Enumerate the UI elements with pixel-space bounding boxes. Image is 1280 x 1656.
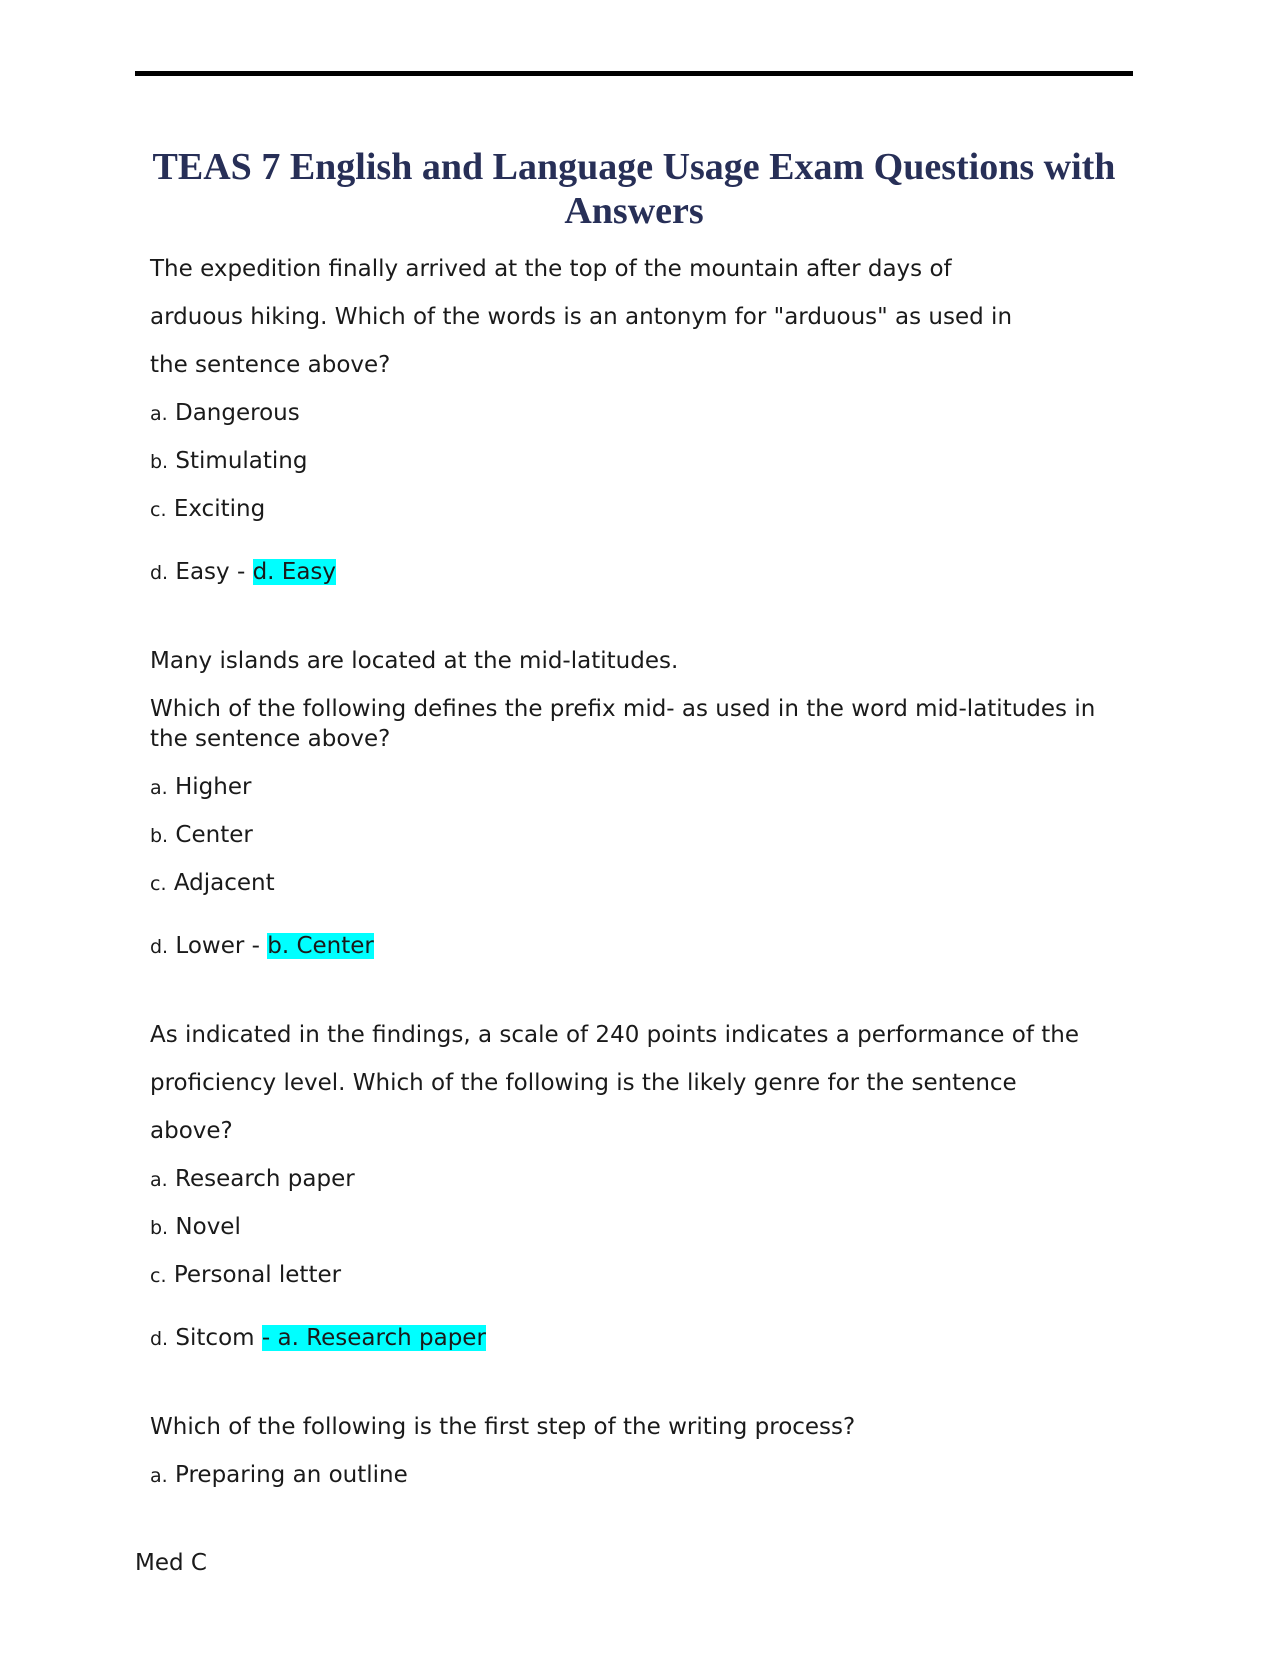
option-letter: d. xyxy=(150,936,169,958)
question-1-option-b xyxy=(150,446,307,477)
question-2-stem-line-2: Which of the following defines the prefix mid- as used in the word mid-latitudes in the sentence above? xyxy=(150,696,1096,752)
question-3-stem-line-1: As indicated in the findings, a scale of 240 points indicates a performance of the xyxy=(150,1022,1079,1048)
option-letter: a. xyxy=(150,1465,168,1487)
question-2-option-d xyxy=(150,931,374,962)
question-3-option-b xyxy=(150,1212,241,1243)
option-letter: b. xyxy=(150,1217,169,1239)
answer-highlight: b. Center xyxy=(267,933,374,959)
option-text: Exciting xyxy=(173,496,266,522)
question-1-stem-line-1: The expedition finally arrived at the top of the mountain after days of xyxy=(150,256,952,282)
option-letter: c. xyxy=(150,499,167,521)
option-letter: a. xyxy=(150,403,168,425)
option-letter: b. xyxy=(150,451,169,473)
page-title: TEAS 7 English and Language Usage Exam Questions with Answers xyxy=(152,146,1116,232)
option-text: Center xyxy=(175,822,253,848)
option-text: Sitcom xyxy=(175,1325,262,1351)
option-text: Easy - xyxy=(175,559,253,585)
option-letter: a. xyxy=(150,777,168,799)
question-2-stem-line-1: Many islands are located at the mid-latitudes. xyxy=(150,648,679,674)
question-2-option-a xyxy=(150,772,251,803)
option-text: Dangerous xyxy=(175,400,300,426)
option-text: Research paper xyxy=(175,1166,355,1192)
question-1-option-d xyxy=(150,557,336,588)
question-3-option-d xyxy=(150,1323,486,1354)
question-4-stem-line-1: Which of the following is the first step of the writing process? xyxy=(150,1414,856,1440)
option-letter: b. xyxy=(150,825,169,847)
option-letter: a. xyxy=(150,1169,168,1191)
option-letter: c. xyxy=(150,1265,167,1287)
question-3-option-a xyxy=(150,1164,355,1195)
option-text: Adjacent xyxy=(173,870,275,896)
option-text: Novel xyxy=(175,1214,241,1240)
question-4-option-a xyxy=(150,1460,408,1491)
option-text: Higher xyxy=(175,774,252,800)
page-footer: Med C xyxy=(135,1550,207,1576)
question-1-stem-line-3: the sentence above? xyxy=(150,352,391,378)
option-text: Lower - xyxy=(175,933,268,959)
option-letter: c. xyxy=(150,873,167,895)
answer-highlight: d. Easy xyxy=(252,559,337,585)
question-3-stem-line-3: above? xyxy=(150,1118,233,1144)
option-text: Personal letter xyxy=(173,1262,342,1288)
answer-highlight: - a. Research paper xyxy=(261,1325,486,1351)
question-3-option-c xyxy=(150,1260,341,1291)
option-text: Preparing an outline xyxy=(175,1462,408,1488)
option-text: Stimulating xyxy=(175,448,308,474)
question-1-stem-line-2: arduous hiking. Which of the words is an antonym for "arduous" as used in xyxy=(150,304,1013,330)
option-letter: d. xyxy=(150,1328,169,1350)
question-2-option-c xyxy=(150,868,275,899)
question-1-option-c xyxy=(150,494,265,525)
top-rule xyxy=(135,71,1133,76)
option-letter: d. xyxy=(150,562,169,584)
question-2-option-b xyxy=(150,820,253,851)
question-3-stem-line-2: proficiency level. Which of the following is the likely genre for the sentence xyxy=(150,1070,1017,1096)
question-1-option-a xyxy=(150,398,300,429)
